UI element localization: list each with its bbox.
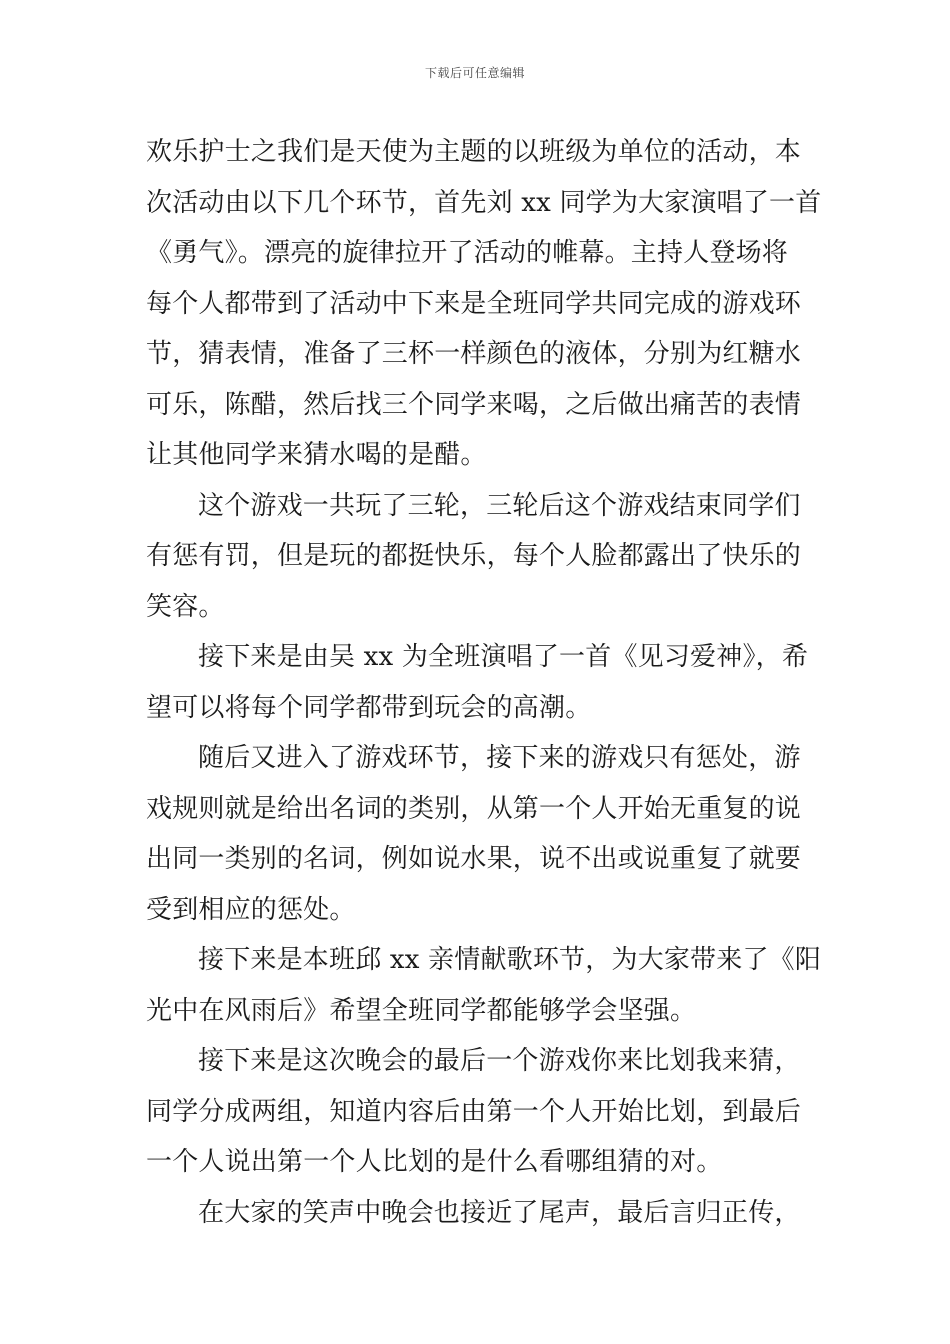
text-line: 在大家的笑声中晚会也接近了尾声，最后言归正传， <box>198 1197 801 1228</box>
paragraph <box>146 733 806 935</box>
page-header: 下载后可任意编辑 <box>424 66 525 80</box>
paragraph <box>146 632 809 733</box>
text-line: 《勇气》。漂亮的旋律拉开了活动的帷幕。主持人登场将 <box>146 238 789 268</box>
text-line: 戏规则就是给出名词的类别，从第一个人开始无重复的说 <box>146 793 802 824</box>
text-line: 可乐，陈醋，然后找三个同学来喝，之后做出痛苦的表情 <box>146 389 802 420</box>
document-body <box>146 127 822 1238</box>
text-line: 欢乐护士之我们是天使为主题的以班级为单位的活动，本 <box>146 137 802 167</box>
text-line: 接下来是由吴 xx 为全班演唱了一首《见习爱神》，希 <box>198 642 809 672</box>
paragraph <box>146 1036 806 1188</box>
text-line: 接下来是本班邱 xx 亲情献歌环节，为大家带来了《阳 <box>198 945 822 975</box>
paragraph <box>146 1188 806 1239</box>
text-line: 次活动由以下几个环节，首先刘 xx 同学为大家演唱了一首 <box>146 187 822 218</box>
text-line: 有惩有罚，但是玩的都挺快乐，每个人脸都露出了快乐的 <box>146 541 802 571</box>
text-line: 接下来是这次晚会的最后一个游戏你来比划我来猜， <box>198 1046 801 1076</box>
text-line: 笑容。 <box>146 591 225 622</box>
text-line: 随后又进入了游戏环节，接下来的游戏只有惩处，游 <box>198 743 801 773</box>
text-line: 一个人说出第一个人比划的是什么看哪组猜的对。 <box>146 1147 723 1177</box>
text-line: 同学分成两组，知道内容后由第一个人开始比划，到最后 <box>146 1096 802 1127</box>
text-line: 这个游戏一共玩了三轮，三轮后这个游戏结束同学们 <box>198 490 801 521</box>
text-line: 节，猜表情，准备了三杯一样颜色的液体，分别为红糖水 <box>146 339 802 369</box>
text-line: 受到相应的惩处。 <box>146 894 356 925</box>
text-line: 每个人都带到了活动中下来是全班同学共同完成的游戏环 <box>146 288 802 319</box>
text-line: 让其他同学来猜水喝的是醋。 <box>146 440 487 470</box>
text-line: 望可以将每个同学都带到玩会的高潮。 <box>146 692 592 723</box>
paragraph <box>146 935 822 1036</box>
text-line: 出同一类别的名词，例如说水果，说不出或说重复了就要 <box>146 844 802 874</box>
text-line: 光中在风雨后》希望全班同学都能够学会坚强。 <box>146 995 697 1026</box>
paragraph <box>146 481 806 633</box>
paragraph <box>146 127 822 481</box>
